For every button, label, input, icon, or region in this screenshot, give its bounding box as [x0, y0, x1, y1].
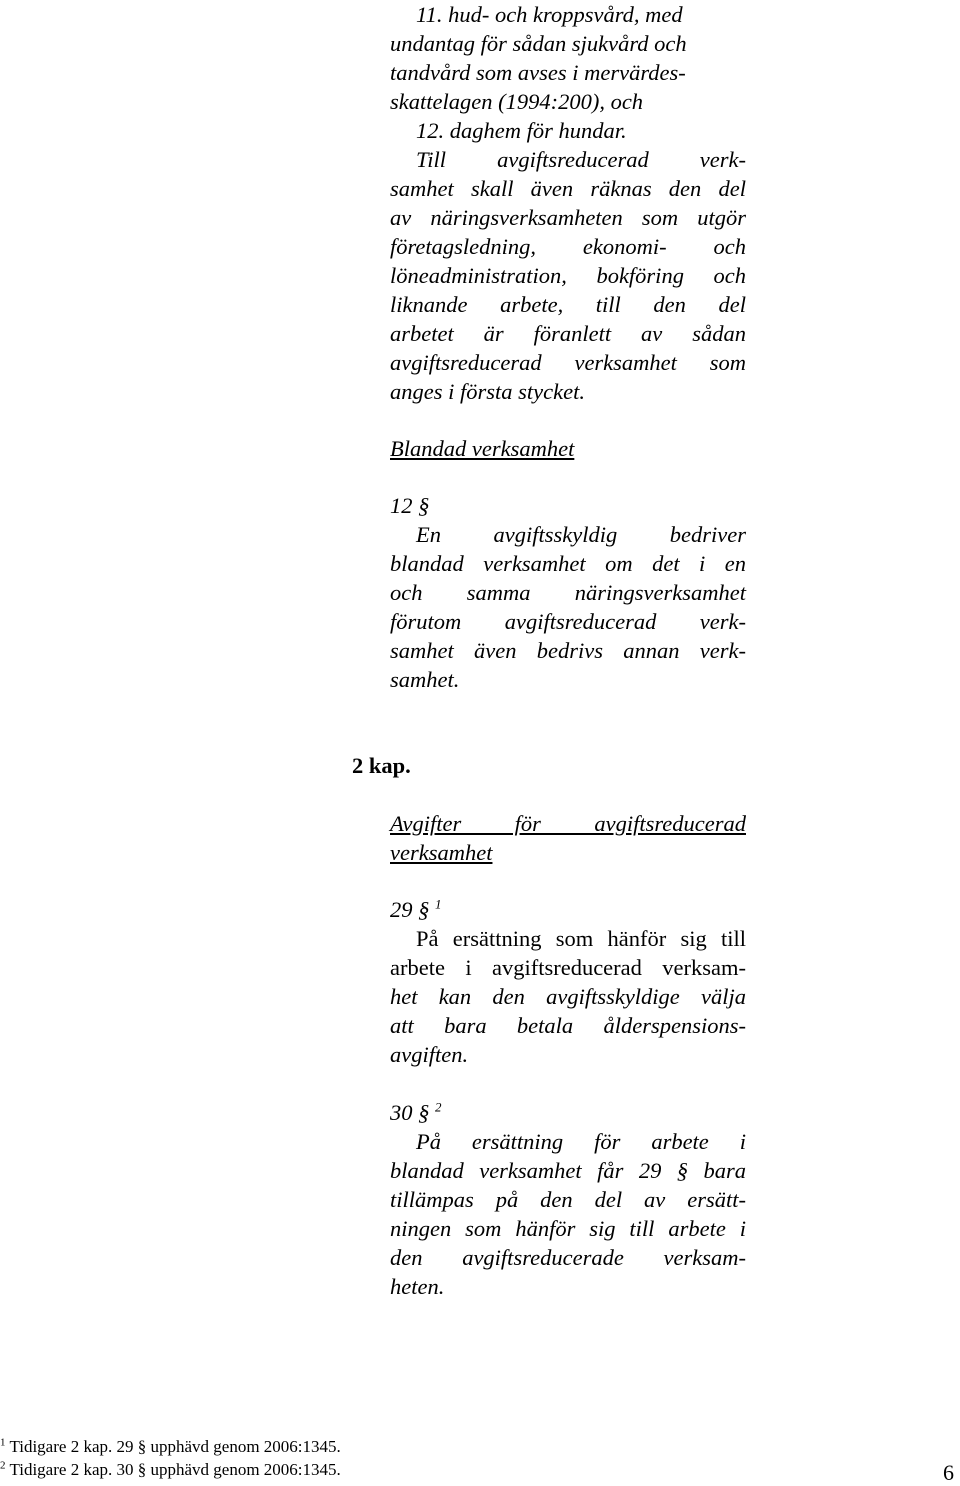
para-line: anges i första stycket.	[390, 379, 585, 404]
footnote-mark: 1	[0, 1436, 6, 1449]
para-line: den avgiftsreducerade verksam-	[390, 1245, 746, 1270]
para-line: På ersättning för arbete i	[416, 1129, 746, 1154]
list-line: undantag för sådan sjukvård och	[390, 31, 687, 56]
para-line: förutom avgiftsreducerad verk-	[390, 609, 746, 634]
para-line: samhet även bedrivs annan verk-	[390, 638, 746, 663]
para-line: att bara betala ålderspensions-	[390, 1013, 746, 1038]
section-number: 30 §	[390, 1100, 430, 1125]
para-line: blandad verksamhet om det i en	[390, 551, 746, 576]
list-line: tandvård som avses i mervärdes-	[390, 60, 686, 85]
footnote-1	[0, 1437, 341, 1457]
para-line: samhet skall även räknas den del	[390, 176, 746, 201]
heading-line: verksamhet	[390, 840, 493, 865]
para-line: het kan den avgiftsskyldige välja	[390, 984, 746, 1009]
para-line: En avgiftsskyldig bedriver	[416, 522, 746, 547]
para-line: arbetet är föranlett av sådan	[390, 321, 746, 346]
chapter-heading: 2 kap.	[352, 753, 411, 778]
page-number: 6	[943, 1460, 954, 1485]
section-number: 29 §	[390, 897, 430, 922]
para-line: tillämpas på den del av ersätt-	[390, 1187, 746, 1212]
para-line: arbete i avgiftsreducerad verksam-	[390, 955, 746, 980]
para-line: löneadministration, bokföring och	[390, 263, 746, 288]
footnote-text: Tidigare 2 kap. 30 § upphävd genom 2006:1345.	[9, 1460, 341, 1479]
footnote-mark: 2	[0, 1459, 6, 1472]
footnote-ref: 2	[435, 1099, 442, 1115]
para-line: På ersättning som hänför sig till	[416, 926, 746, 951]
list-line: 11. hud- och kroppsvård, med	[416, 2, 683, 27]
section-number: 12 §	[390, 493, 430, 518]
section-30	[390, 1098, 746, 1301]
footnote-2	[0, 1460, 341, 1480]
para-line: heten.	[390, 1274, 445, 1299]
para-line: Till avgiftsreducerad verk-	[416, 147, 746, 172]
para-line: företagsledning, ekonomi- och	[390, 234, 746, 259]
para-line: och samma näringsverksamhet	[390, 580, 746, 605]
para-line: samhet.	[390, 667, 460, 692]
para-line: avgiftsreducerad verksamhet som	[390, 350, 746, 375]
list-line: skattelagen (1994:200), och	[390, 89, 644, 114]
list-line: 12. daghem för hundar.	[416, 118, 627, 143]
list-item-11	[390, 0, 746, 116]
heading-avgifter	[390, 809, 746, 867]
para-line: blandad verksamhet får 29 § bara	[390, 1158, 746, 1183]
section-heading: Blandad verksamhet	[390, 436, 575, 461]
para-line: av näringsverksamheten som utgör	[390, 205, 746, 230]
para-line: avgiften.	[390, 1042, 469, 1067]
heading-blandad	[390, 434, 746, 463]
para-line: ningen som hänför sig till arbete i	[390, 1216, 746, 1241]
footnote-ref: 1	[435, 896, 442, 912]
para-line: liknande arbete, till den del	[390, 292, 746, 317]
heading-line: Avgifter för avgiftsreducerad	[390, 811, 746, 836]
section-29	[390, 895, 746, 1069]
paragraph-till	[390, 145, 746, 406]
list-item-12	[390, 116, 746, 145]
footnote-text: Tidigare 2 kap. 29 § upphävd genom 2006:1345.	[9, 1437, 341, 1456]
section-12	[390, 491, 746, 694]
